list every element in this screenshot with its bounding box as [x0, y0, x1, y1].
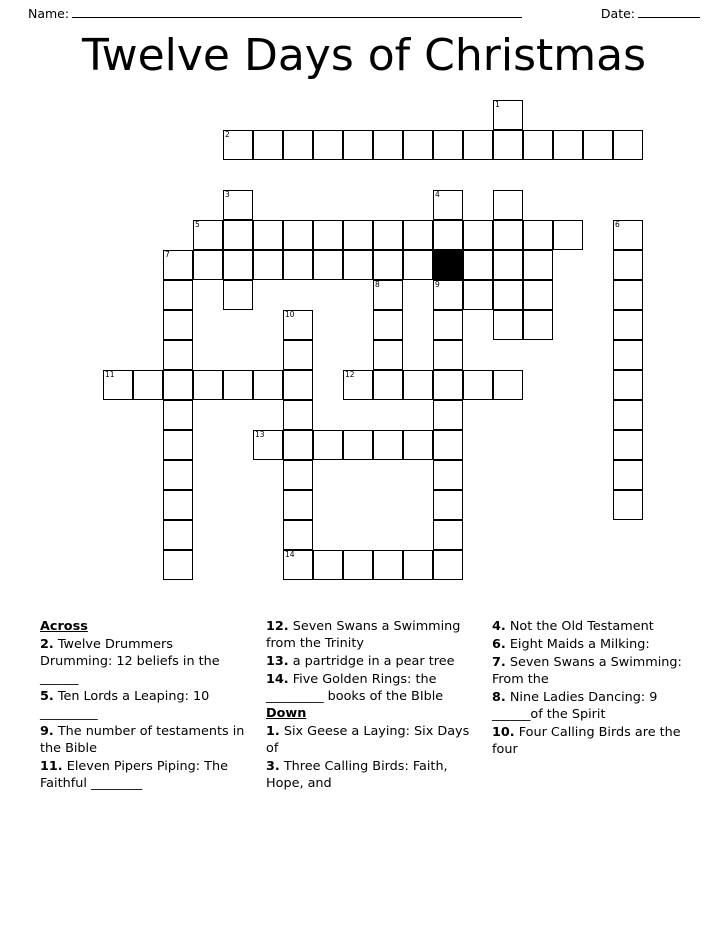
grid-cell[interactable] — [493, 220, 523, 250]
across-clue-number: 14. — [266, 672, 289, 688]
grid-cell[interactable] — [163, 250, 193, 280]
across-clue — [266, 653, 474, 670]
grid-cell[interactable] — [313, 130, 343, 160]
grid-cell-number: 1 — [495, 100, 500, 109]
grid-cell[interactable] — [493, 310, 523, 340]
grid-cell[interactable] — [463, 280, 493, 310]
grid-cell[interactable] — [313, 250, 343, 280]
grid-cell[interactable] — [343, 130, 373, 160]
down-clue — [266, 758, 474, 792]
grid-cell[interactable] — [433, 310, 463, 340]
across-clue-text: Ten Lords a Leaping: 10 _________ — [40, 689, 210, 722]
grid-cell[interactable] — [283, 250, 313, 280]
across-clue-text: Twelve Drummers Drumming: 12 beliefs in the ______ — [40, 637, 220, 687]
grid-cell[interactable] — [283, 220, 313, 250]
grid-cell[interactable] — [403, 130, 433, 160]
grid-cell-number: 13 — [255, 430, 265, 439]
grid-cell[interactable] — [493, 250, 523, 280]
across-clue — [40, 758, 248, 792]
grid-cell[interactable] — [373, 250, 403, 280]
grid-cell[interactable] — [433, 250, 463, 280]
grid-cell[interactable] — [523, 310, 553, 340]
down-heading: Down — [266, 706, 307, 722]
grid-cell[interactable] — [403, 220, 433, 250]
down-clue — [492, 689, 700, 723]
grid-cell[interactable] — [163, 310, 193, 340]
grid-cell[interactable] — [343, 550, 373, 580]
date-label: Date: — [600, 5, 635, 21]
grid-cell[interactable] — [253, 250, 283, 280]
grid-cell[interactable] — [373, 550, 403, 580]
grid-cell[interactable] — [613, 490, 643, 520]
page-title: Twelve Days of Christmas — [81, 30, 646, 81]
grid-cell[interactable] — [403, 430, 433, 460]
grid-cell[interactable] — [163, 340, 193, 370]
across-clue-number: 2. — [40, 637, 54, 653]
grid-cell[interactable] — [193, 250, 223, 280]
header-row — [28, 0, 700, 26]
crossword-grid[interactable] — [0, 90, 728, 559]
date-write-line[interactable] — [638, 6, 700, 18]
grid-cell[interactable] — [373, 340, 403, 370]
across-clue — [266, 671, 474, 705]
across-clue-number: 9. — [40, 724, 54, 740]
grid-cell[interactable] — [283, 490, 313, 520]
across-heading: Across — [40, 619, 88, 634]
grid-cell[interactable] — [163, 460, 193, 490]
grid-cell-number: 5 — [195, 220, 200, 229]
grid-cell[interactable] — [613, 430, 643, 460]
across-clue-text: Eleven Pipers Piping: The Faithful ________ — [40, 759, 228, 792]
grid-cell[interactable] — [163, 280, 193, 310]
grid-cell[interactable] — [103, 370, 133, 400]
grid-cell[interactable] — [163, 550, 193, 580]
down-clue-number: 7. — [492, 655, 506, 671]
grid-cell[interactable] — [493, 100, 523, 130]
grid-cell[interactable] — [523, 280, 553, 310]
across-clue-number: 13. — [266, 654, 289, 670]
grid-cell[interactable] — [613, 280, 643, 310]
down-clue-text: Seven Swans a Swimming: From the — [492, 655, 682, 688]
grid-cell[interactable] — [373, 130, 403, 160]
across-clue-number: 12. — [266, 619, 289, 634]
grid-cell[interactable] — [223, 280, 253, 310]
grid-cell[interactable] — [433, 130, 463, 160]
across-clue-number: 5. — [40, 689, 54, 705]
grid-cell[interactable] — [163, 520, 193, 550]
grid-cell[interactable] — [163, 370, 193, 400]
grid-cell-number: 3 — [225, 190, 230, 199]
grid-cell[interactable] — [433, 550, 463, 580]
grid-cell[interactable] — [433, 220, 463, 250]
grid-cell[interactable] — [343, 370, 373, 400]
grid-cell-number: 9 — [435, 280, 440, 289]
grid-cell[interactable] — [403, 370, 433, 400]
down-clue-number: 1. — [266, 724, 280, 740]
across-clue — [40, 636, 248, 687]
grid-cell[interactable] — [433, 430, 463, 460]
grid-cell[interactable] — [253, 430, 283, 460]
grid-cell[interactable] — [283, 550, 313, 580]
grid-cell[interactable] — [433, 490, 463, 520]
grid-cell[interactable] — [223, 130, 253, 160]
grid-cell[interactable] — [283, 430, 313, 460]
name-write-line[interactable] — [72, 6, 522, 18]
grid-cell[interactable] — [223, 250, 253, 280]
grid-cell[interactable] — [283, 310, 313, 340]
across-clue-text: Seven Swans a Swimming from the Trinity — [266, 619, 461, 652]
grid-cell[interactable] — [343, 220, 373, 250]
grid-cell[interactable] — [433, 190, 463, 220]
grid-cell[interactable] — [613, 250, 643, 280]
grid-cell[interactable] — [613, 370, 643, 400]
name-label: Name: — [28, 5, 70, 21]
grid-cell[interactable] — [163, 400, 193, 430]
across-clue — [40, 688, 248, 722]
grid-cell[interactable] — [613, 220, 643, 250]
grid-cell[interactable] — [493, 280, 523, 310]
down-clue-number: 10. — [492, 725, 515, 741]
grid-cell[interactable] — [283, 460, 313, 490]
grid-cell[interactable] — [343, 250, 373, 280]
grid-cell[interactable] — [253, 220, 283, 250]
grid-cell[interactable] — [223, 190, 253, 220]
down-clue — [492, 654, 700, 688]
grid-cell[interactable] — [583, 130, 613, 160]
grid-cell[interactable] — [223, 220, 253, 250]
grid-cell[interactable] — [613, 310, 643, 340]
grid-cell[interactable] — [283, 370, 313, 400]
down-clue-number: 4. — [492, 619, 506, 634]
grid-cell[interactable] — [463, 370, 493, 400]
grid-cell[interactable] — [193, 370, 223, 400]
down-clue — [492, 618, 700, 635]
down-clue-number: 8. — [492, 690, 506, 706]
grid-cell[interactable] — [613, 130, 643, 160]
grid-cell-number: 7 — [165, 250, 170, 259]
grid-cell[interactable] — [403, 250, 433, 280]
grid-cell[interactable] — [433, 520, 463, 550]
across-clue-text: Five Golden Rings: the _________ books of the BIble — [266, 672, 444, 705]
grid-cell-number: 4 — [435, 190, 440, 199]
grid-cell[interactable] — [613, 460, 643, 490]
grid-cell[interactable] — [523, 220, 553, 250]
grid-cell[interactable] — [283, 400, 313, 430]
grid-cell[interactable] — [403, 550, 433, 580]
grid-cell-number: 2 — [225, 130, 230, 139]
grid-cell[interactable] — [283, 520, 313, 550]
grid-cell[interactable] — [493, 370, 523, 400]
grid-cell[interactable] — [193, 220, 223, 250]
across-clue — [266, 618, 474, 652]
down-clue-text: Four Calling Birds are the four — [492, 725, 681, 758]
grid-cell[interactable] — [433, 460, 463, 490]
grid-cell[interactable] — [313, 550, 343, 580]
clues-section — [40, 618, 700, 792]
grid-cell[interactable] — [433, 280, 463, 310]
down-clue-text: Not the Old Testament — [505, 619, 654, 634]
grid-cell-number: 12 — [345, 370, 355, 379]
across-clue — [40, 723, 248, 757]
across-clue-text: a partridge in a pear tree — [288, 654, 455, 670]
grid-cell[interactable] — [223, 370, 253, 400]
grid-cell[interactable] — [433, 340, 463, 370]
down-clue-text: Six Geese a Laying: Six Days of — [266, 724, 470, 757]
date-field-block — [601, 6, 700, 21]
grid-cell[interactable] — [253, 370, 283, 400]
down-clue — [492, 724, 700, 758]
grid-cell[interactable] — [373, 280, 403, 310]
grid-cell-number: 14 — [285, 550, 295, 559]
grid-cell[interactable] — [523, 250, 553, 280]
grid-cell[interactable] — [553, 220, 583, 250]
grid-cell[interactable] — [373, 430, 403, 460]
grid-cell[interactable] — [373, 310, 403, 340]
across-clue-number: 11. — [40, 759, 63, 775]
down-clue — [266, 723, 474, 757]
grid-cell[interactable] — [283, 340, 313, 370]
grid-cell[interactable] — [433, 400, 463, 430]
grid-cell-number: 11 — [105, 370, 115, 379]
grid-cell[interactable] — [433, 370, 463, 400]
grid-cell[interactable] — [493, 190, 523, 220]
grid-cell[interactable] — [553, 130, 583, 160]
grid-cell[interactable] — [313, 430, 343, 460]
down-clue-number: 6. — [492, 637, 506, 653]
grid-cell[interactable] — [343, 430, 373, 460]
grid-cell[interactable] — [163, 430, 193, 460]
grid-cell[interactable] — [373, 220, 403, 250]
grid-cell-number: 8 — [375, 280, 380, 289]
name-field-block — [28, 6, 522, 21]
grid-cell-number: 6 — [615, 220, 620, 229]
grid-cell[interactable] — [463, 130, 493, 160]
down-clue-text: Nine Ladies Dancing: 9 ______of the Spirit — [492, 690, 658, 723]
grid-cell[interactable] — [313, 220, 343, 250]
grid-cell[interactable] — [283, 130, 313, 160]
down-clue-text: Eight Maids a Milking: — [505, 637, 650, 653]
across-clue-text: The number of testaments in the Bible — [40, 724, 245, 757]
down-clue — [492, 636, 700, 653]
grid-cell[interactable] — [253, 130, 283, 160]
grid-cell[interactable] — [493, 130, 523, 160]
grid-cell[interactable] — [133, 370, 163, 400]
grid-cell[interactable] — [463, 220, 493, 250]
down-clue-text: Three Calling Birds: Faith, Hope, and — [266, 759, 448, 792]
down-clue-number: 3. — [266, 759, 280, 775]
grid-cell[interactable] — [163, 490, 193, 520]
grid-cell[interactable] — [523, 130, 553, 160]
grid-cell[interactable] — [463, 250, 493, 280]
grid-cell[interactable] — [373, 370, 403, 400]
grid-cell[interactable] — [613, 340, 643, 370]
grid-cell[interactable] — [613, 400, 643, 430]
grid-cell-number: 10 — [285, 310, 295, 319]
